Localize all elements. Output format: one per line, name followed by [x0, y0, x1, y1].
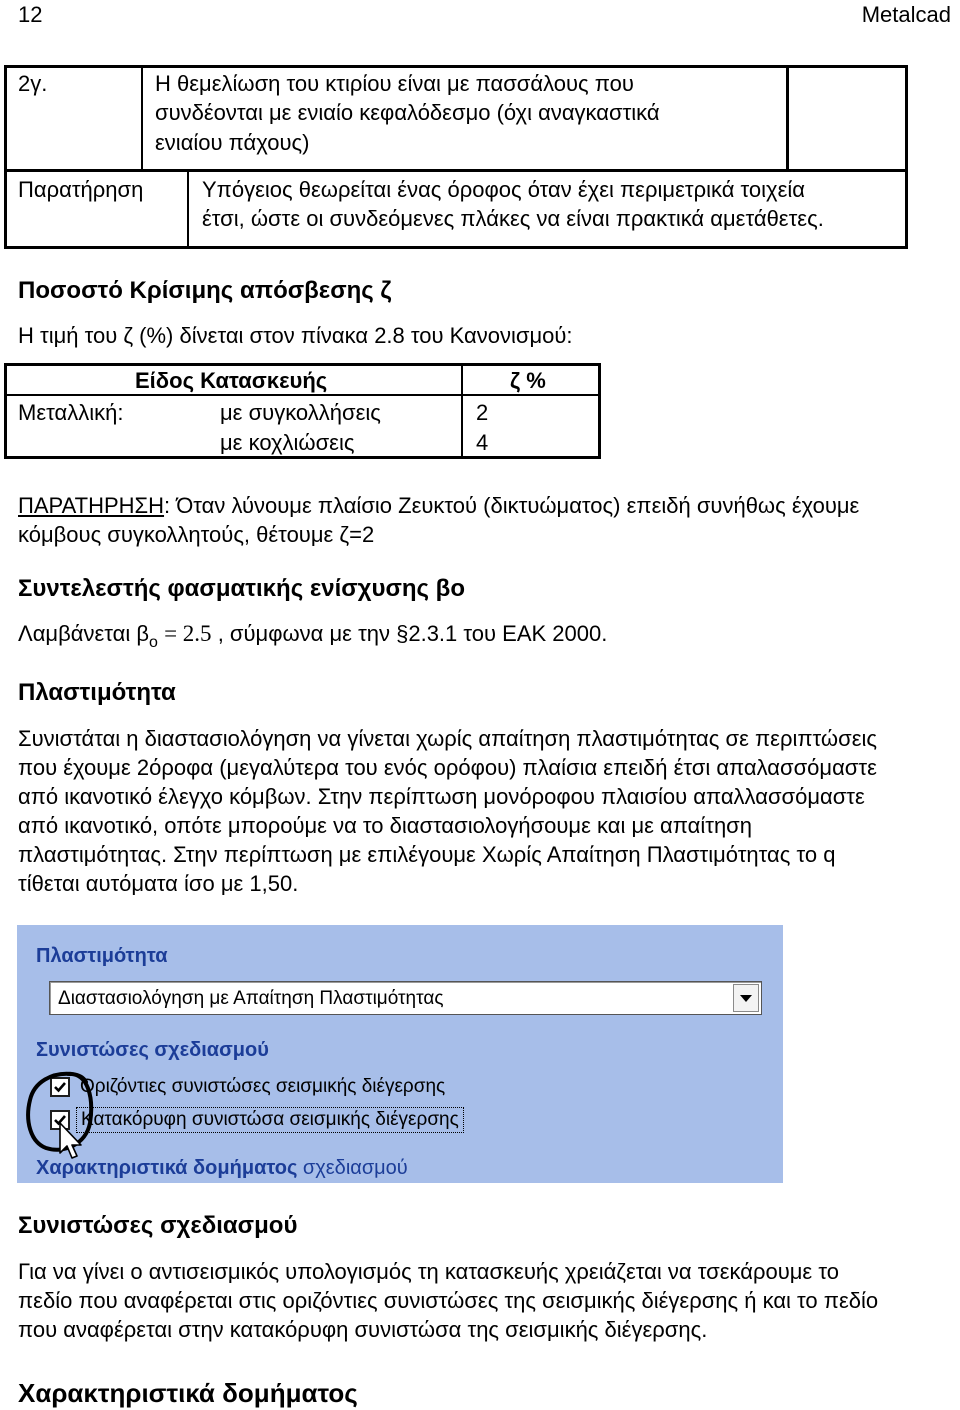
beta-symbol: β: [136, 621, 150, 646]
foundation-table-border-top: [4, 65, 908, 68]
design-components-paragraph-line: Για να γίνει ο αντισεισμικός υπολογισμός τη κατασκευής χρειάζεται να τσεκάρουμε το: [18, 1259, 839, 1284]
spectral-text: [18, 619, 607, 657]
foundation-table-border-bottom: [4, 246, 908, 249]
damping-heading: Ποσοστό Κρίσιμης απόσβεσης ζ: [18, 277, 392, 304]
foundation-table-empty-cell-border: [786, 65, 789, 171]
note-row-text-line: έτσι, ώστε οι συνδεόμενες πλάκες να είναι πρακτικά αμετάθετες.: [202, 206, 824, 231]
damping-table-border-right: [598, 363, 601, 459]
design-components-paragraph-line: που αναφέρεται στην κατακόρυφη συνιστώσα της σεισμικής διέγερσης.: [18, 1317, 708, 1342]
ductility-paragraph-line: τίθεται αυτόματα ίσο με 1,50.: [18, 871, 299, 896]
damping-table-column-divider: [461, 363, 463, 459]
ductility-dropdown-value: Διαστασιολόγηση με Απαίτηση Πλαστιμότητας: [58, 988, 444, 1009]
settings-panel-screenshot: [17, 925, 783, 1183]
foundation-table-row-divider: [4, 169, 908, 172]
product-name: Metalcad: [861, 2, 951, 27]
spectral-text-prefix: Λαμβάνεται: [18, 621, 131, 646]
foundation-table-border-left: [4, 65, 7, 249]
horizontal-components-label: Οριζόντιες συνιστώσες σεισμικής διέγερσης: [80, 1076, 446, 1097]
design-components-heading: Συνιστώσες σχεδιασμού: [18, 1212, 298, 1239]
beta-equation: = 2.5: [164, 621, 212, 646]
foundation-table-border-right: [905, 65, 908, 249]
beta-subscript: o: [149, 634, 158, 651]
ductility-paragraph-line: από ικανοτικό, οπότε μπορούμε να το διαστασιολογήσουμε και με απαίτηση: [18, 813, 752, 838]
chevron-down-icon: [740, 995, 752, 1002]
damping-table-row-type: με κοχλιώσεις: [220, 430, 355, 455]
ductility-paragraph-line: Συνιστάται η διαστασιολόγηση να γίνεται χωρίς απαίτηση πλαστιμότητας σε περιπτώσεις: [18, 726, 877, 751]
design-components-paragraph-line: πεδίο που αναφέρεται στις οριζόντιες συνιστώσες της σεισμικής διέγερσης ή και το πεδίο: [18, 1288, 879, 1313]
damping-table-row-type: με συγκολλήσεις: [220, 400, 381, 425]
panel-structure-title-bold: Χαρακτηριστικά δομήματος: [36, 1157, 298, 1179]
foundation-row-label: 2γ.: [18, 71, 48, 96]
damping-table: [4, 363, 601, 459]
damping-note-label: ΠΑΡΑΤΗΡΗΣΗ: [18, 493, 165, 518]
damping-table-border-left: [4, 363, 7, 459]
note-row-text-line: Υπόγειος θεωρείται ένας όροφος όταν έχει περιμετρικά τοιχεία: [202, 177, 805, 202]
damping-note-text: : Όταν λύνουμε πλαίσιο Ζευκτού (δικτυώματος) επειδή συνήθως έχουμε: [164, 493, 860, 518]
damping-table-category: Μεταλλική:: [18, 400, 124, 425]
page-number: 12: [18, 2, 43, 27]
foundation-row-text-line: Η θεμελίωση του κτιρίου είναι με πασσάλους που: [155, 71, 634, 96]
damping-note-line: [18, 491, 859, 520]
ductility-paragraph-line: πλαστιμότητας. Στην περίπτωση με επιλέγουμε Χωρίς Απαίτηση Πλαστιμότητας το q: [18, 842, 836, 867]
foundation-table: [4, 65, 908, 249]
ductility-paragraph-line: από ικανοτικό έλεγχο κόμβων. Στην περίπτωση μονόροφου πλαισίου απαλλασσόμαστε: [18, 784, 865, 809]
ductility-heading: Πλαστιμότητα: [18, 679, 176, 706]
damping-table-header-value: ζ %: [510, 368, 546, 393]
spectral-heading: Συντελεστής φασματικής ενίσχυσης βο: [18, 575, 465, 602]
foundation-row-text-line: συνδέονται με ενιαίο κεφαλόδεσμο (όχι αναγκαστικά: [155, 100, 660, 125]
panel-components-title: Συνιστώσες σχεδιασμού: [36, 1039, 269, 1061]
damping-note-line: κόμβους συγκολλητούς, θέτουμε ζ=2: [18, 522, 375, 547]
mouse-cursor-icon: [59, 1122, 83, 1160]
ductility-paragraph-line: που έχουμε 2όροφα (μεγαλύτερα του ενός ορόφου) πλαίσια επειδή έτσι απαλασσόμαστε: [18, 755, 877, 780]
spectral-text-suffix: , σύμφωνα με την §2.3.1 του ΕΑΚ 2000.: [217, 621, 608, 646]
vertical-component-label: Κατακόρυφη συνιστώσα σεισμικής διέγερσης: [76, 1107, 464, 1133]
panel-structure-title: [36, 1156, 408, 1180]
damping-table-header-type: Είδος Κατασκευής: [135, 368, 328, 393]
note-row-label: Παρατήρηση: [18, 177, 144, 202]
panel-structure-title-rest: σχεδιασμού: [302, 1157, 408, 1179]
foundation-table-column-divider: [141, 65, 143, 171]
structure-heading: Χαρακτηριστικά δομήματος: [18, 1378, 358, 1408]
panel-ductility-title: Πλαστιμότητα: [36, 945, 168, 967]
damping-intro: Η τιμή του ζ (%) δίνεται στον πίνακα 2.8 του Κανονισμού:: [18, 323, 573, 348]
damping-table-row-value: 4: [476, 430, 489, 455]
ductility-dropdown[interactable]: [49, 981, 762, 1015]
damping-table-row-value: 2: [476, 400, 489, 425]
dropdown-arrow-button[interactable]: [733, 984, 759, 1012]
foundation-row-text-line: ενιαίου πάχους): [155, 130, 310, 155]
foundation-table-note-divider: [187, 169, 189, 249]
